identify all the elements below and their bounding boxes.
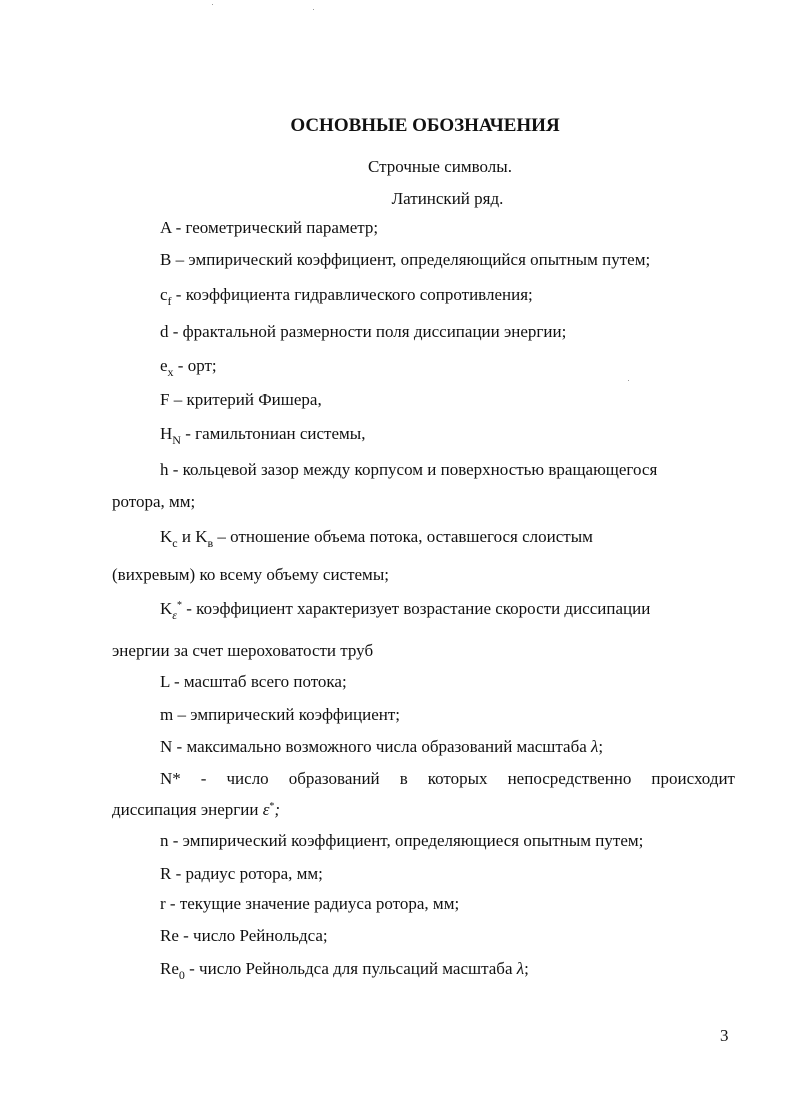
- entry-K-continuation: (вихревым) ко всему объему системы;: [112, 565, 389, 584]
- entry-K: $K_c$ и $K_в$ – отношение объема потока, оставшегося слоистым: [160, 527, 593, 550]
- entry-K-eps: $K_\varepsilon^*$ - коэффициент характеризует возрастание скорости диссипации: [160, 599, 651, 622]
- entry-h-continuation: ротора, мм;: [112, 492, 196, 511]
- entry-L: L - масштаб всего потока;: [160, 672, 347, 691]
- entry-ex: $e_x$ - орт;: [160, 356, 217, 379]
- entry-m: m – эмпирический коэффициент;: [160, 705, 401, 724]
- entry-n: n - эмпирический коэффициент, определяющиеся опытным путем;: [160, 831, 644, 850]
- entry-F: F – критерий Фишера,: [160, 390, 322, 409]
- entry-cf: $c_f$ - коэффициента гидравлического сопротивления;: [160, 285, 533, 308]
- entry-N: N - максимально возможного числа образований масштаба λ;: [160, 737, 604, 756]
- scan-speck: [212, 4, 213, 5]
- entry-N-star: N* - число образований в которых непосредственно происходит: [160, 769, 735, 788]
- entry-B: B – эмпирический коэффициент, определяющийся опытным путем;: [160, 250, 651, 269]
- entry-Re: Re - число Рейнольдса;: [160, 926, 328, 945]
- entry-K-eps-continuation: энергии за счет шероховатости труб: [112, 641, 374, 660]
- entry-HN: $H_N$ - гамильтониан системы,: [160, 424, 366, 447]
- entry-N-star-continuation: диссипация энергии ε*;: [112, 800, 281, 819]
- entry-h: h - кольцевой зазор между корпусом и поверхностью вращающегося: [160, 460, 658, 479]
- page-number: 3: [720, 1026, 729, 1045]
- scan-speck: [313, 9, 314, 10]
- entry-R: R - радиус ротора, мм;: [160, 864, 323, 883]
- section-subtitle: Строчные символы.: [368, 157, 512, 176]
- entry-A: A - геометрический параметр;: [160, 218, 379, 237]
- section-subtitle: Латинский ряд.: [391, 189, 504, 208]
- entry-Re0: $Re_0$ - число Рейнольдса для пульсаций масштаба λ;: [160, 959, 529, 982]
- entry-d: d - фрактальной размерности поля диссипации энергии;: [160, 322, 567, 341]
- entry-r: r - текущие значение радиуса ротора, мм;: [160, 894, 460, 913]
- scan-speck: [628, 380, 629, 381]
- page-title: ОСНОВНЫЕ ОБОЗНАЧЕНИЯ: [290, 115, 560, 136]
